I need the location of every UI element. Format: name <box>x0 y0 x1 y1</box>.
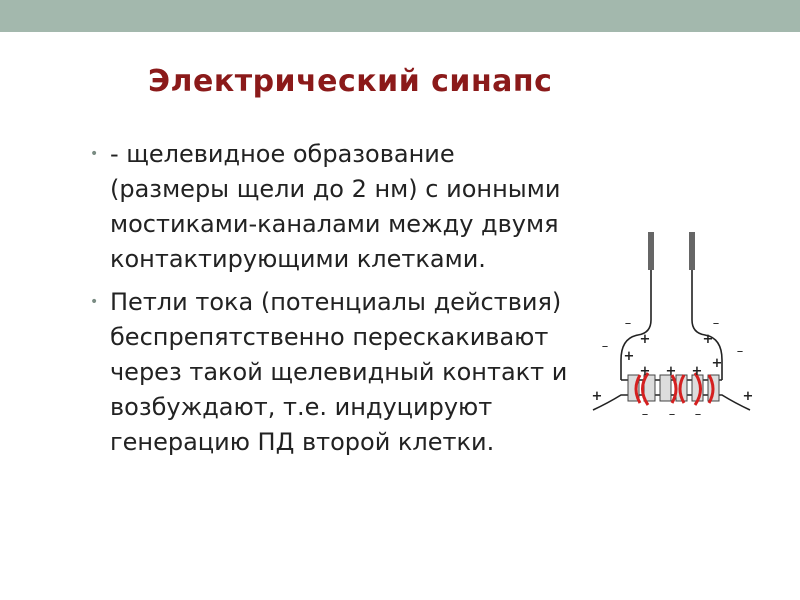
slide-title: Электрический синапс <box>148 64 553 99</box>
current-loop <box>672 375 676 403</box>
minus-sign: – <box>694 407 702 422</box>
plus-sign: + <box>591 389 603 404</box>
bullet-item <box>88 285 568 460</box>
plus-sign: + <box>702 332 714 347</box>
minus-sign: – <box>624 316 632 331</box>
minus-sign: – <box>601 339 609 354</box>
bullet-text: Петли тока (потенциалы действия) беспрепятственно перескакивают через такой щелевидный контакт и возбуждают, т.е. индуцируют генерацию ПД второй клетки. <box>110 288 568 456</box>
minus-sign: – <box>668 407 676 422</box>
electrical-synapse-diagram <box>588 225 763 430</box>
bullet-icon: • <box>90 294 99 310</box>
plus-sign: + <box>742 389 754 404</box>
plus-sign: + <box>711 356 723 371</box>
bullet-icon: • <box>90 146 99 162</box>
plus-sign: + <box>691 364 703 379</box>
bullet-item <box>88 137 568 277</box>
axon-top-right <box>689 232 695 270</box>
plus-sign: + <box>639 332 651 347</box>
minus-sign: – <box>736 344 744 359</box>
charges <box>592 332 754 404</box>
plus-sign: + <box>639 364 651 379</box>
minus-sign: – <box>712 316 720 331</box>
bullet-text: - щелевидное образование (размеры щели до 2 нм) с ионными мостиками-каналами между двумя контактирующими клетками. <box>110 140 561 273</box>
plus-sign: + <box>623 349 635 364</box>
plus-sign: + <box>665 364 677 379</box>
axon-top-left <box>648 232 654 270</box>
minus-sign: – <box>641 407 649 422</box>
top-accent-bar <box>0 0 800 32</box>
bullet-list <box>88 137 568 468</box>
